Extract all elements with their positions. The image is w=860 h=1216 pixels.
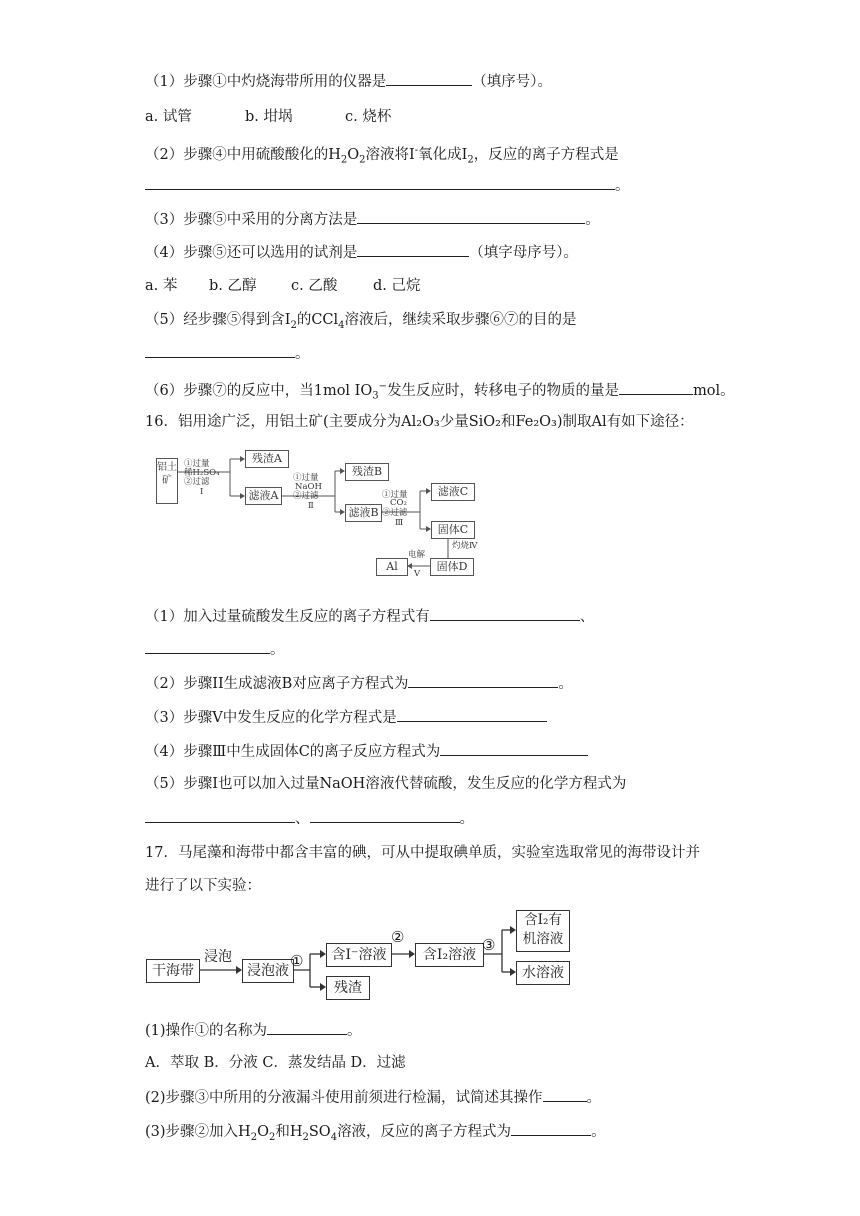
aqueous-solution-box: 水溶液 — [516, 961, 570, 985]
q16-part1-cont: 。 — [145, 639, 285, 660]
q16-part1: （1）加入过量硫酸发生反应的离子方程式有 、 — [145, 606, 594, 627]
answer-blank[interactable] — [397, 707, 547, 722]
q15-part2: （2）步骤④中用硫酸酸化的$H_2O_2$溶液将I-氧化成$I_2$，反应的离子方程式是 — [145, 145, 619, 166]
option-b: b. 坩埚 — [245, 109, 293, 125]
iodine-flowchart — [144, 908, 584, 1003]
q17-stem-line2: 进行了以下实验： — [145, 878, 261, 894]
step1-marker: ① — [290, 952, 304, 970]
solid-c-box: 固体C — [431, 521, 475, 539]
filtrate-a-box: 滤液A — [245, 487, 282, 505]
option-b: b. 乙醇 — [209, 278, 257, 294]
q15-part5: （5）经步骤⑤得到含$I_2$的CCl$_4$溶液后，继续采取步骤⑥⑦的目的是 — [145, 312, 577, 331]
solid-d-box: 固体D — [430, 558, 474, 576]
iodide-solution-box: 含I⁻溶液 — [326, 943, 392, 967]
answer-blank[interactable] — [440, 741, 588, 756]
q15-part2-answer: 。 — [145, 175, 630, 196]
answer-blank[interactable] — [145, 808, 295, 823]
residue-b-box: 残渣B — [345, 463, 389, 481]
dried-kelp-box: 干海带 — [146, 959, 200, 983]
answer-blank[interactable] — [386, 71, 472, 86]
answer-blank[interactable] — [543, 1087, 587, 1102]
answer-blank[interactable] — [357, 209, 585, 224]
al-box: Al — [376, 558, 408, 576]
q16-stem: 16．铝用途广泛，用铝土矿(主要成分为Al₂O₃少量SiO₂和Fe₂O₃)制取Al有如下途径： — [145, 414, 694, 430]
option-d: d. 己烷 — [373, 278, 421, 294]
answer-blank[interactable] — [310, 808, 460, 823]
option-a: a. 试管 — [145, 109, 192, 125]
option-c: c. 乙酸 — [291, 278, 338, 294]
q16-part2: （2）步骤II生成滤液B对应离子方程式为 。 — [145, 673, 573, 694]
q15-part6: （6）步骤⑦的反应中，当1mol $IO_3^-$发生反应时，转移电子的物质的量是 mol。 — [145, 381, 735, 402]
answer-blank[interactable] — [619, 380, 693, 395]
q15-part5-answer: 。 — [145, 343, 310, 364]
q17-part1: (1)操作①的名称为 。 — [145, 1020, 362, 1041]
bauxite-box: 铝土矿 — [156, 458, 178, 504]
q15-part1 — [145, 71, 552, 92]
answer-blank[interactable] — [408, 673, 558, 688]
answer-blank[interactable] — [357, 242, 469, 257]
soak-liquid-box: 浸泡液 — [242, 959, 294, 983]
q16-part5-answers: 、 。 — [145, 808, 474, 829]
step3-marker: ③ — [482, 936, 496, 954]
answer-blank[interactable] — [430, 606, 580, 621]
filtrate-c-box: 滤液C — [431, 483, 475, 501]
filtrate-b-box: 滤液B — [345, 504, 382, 522]
bauxite-flowchart: 铝土矿 ①过量 稀H₂SO₄ ②过滤 Ⅰ 残渣A 滤液A ①过量 NaOH ②过滤 Ⅱ 残渣B 滤液B ①过量 CO₂ ②过滤 Ⅲ 滤液C 固体C 灼烧Ⅳ 固体D 电解 Ⅴ Al — [150, 446, 490, 586]
residue-box: 残渣 — [326, 976, 370, 1000]
option-a: a. 苯 — [145, 278, 178, 294]
iodine-solution-box: 含I₂溶液 — [415, 943, 484, 967]
q17-part3: (3)步骤②加入$H_2O_2$和$H_2SO_4$溶液，反应的离子方程式为 。 — [145, 1121, 606, 1148]
answer-blank[interactable] — [267, 1020, 347, 1035]
q17-part2: (2)步骤③中所用的分液漏斗使用前须进行检漏，试简述其操作 。 — [145, 1087, 601, 1108]
q17-stem-line1: 17．马尾藻和海带中都含丰富的碘，可从中提取碘单质，实验室选取常见的海带设计并 — [145, 845, 700, 861]
soak-label: 浸泡 — [204, 949, 232, 965]
q15-part1-suffix: （填序号）。 — [472, 74, 552, 90]
answer-blank[interactable] — [145, 639, 270, 654]
q15-part1-text: （1）步骤①中灼烧海带所用的仪器是 — [145, 74, 387, 90]
q15-part4-options — [145, 276, 421, 296]
q16-part5: （5）步骤I也可以加入过量NaOH溶液代替硫酸，发生反应的化学方程式为 — [145, 776, 627, 792]
residue-a-box: 残渣A — [245, 450, 289, 468]
option-c: c. 烧杯 — [345, 109, 392, 125]
answer-blank[interactable] — [511, 1121, 591, 1136]
q17-part1-options: A．萃取 B．分液 C．蒸发结晶 D．过滤 — [145, 1055, 406, 1071]
organic-solution-box: 含I₂有 机溶液 — [516, 910, 570, 952]
answer-blank[interactable] — [145, 343, 295, 358]
answer-blank[interactable] — [145, 175, 615, 190]
q15-part3: （3）步骤⑤中采用的分离方法是 。 — [145, 209, 600, 230]
q15-part1-options — [145, 107, 391, 127]
q15-part4: （4）步骤⑤还可以选用的试剂是 （填字母序号）。 — [145, 242, 578, 263]
step2-marker: ② — [391, 928, 405, 946]
q16-part4: （4）步骤Ⅲ中生成固体C的离子反应方程式为 — [145, 741, 588, 762]
q16-part3: （3）步骤V中发生反应的化学方程式是 — [145, 707, 547, 728]
